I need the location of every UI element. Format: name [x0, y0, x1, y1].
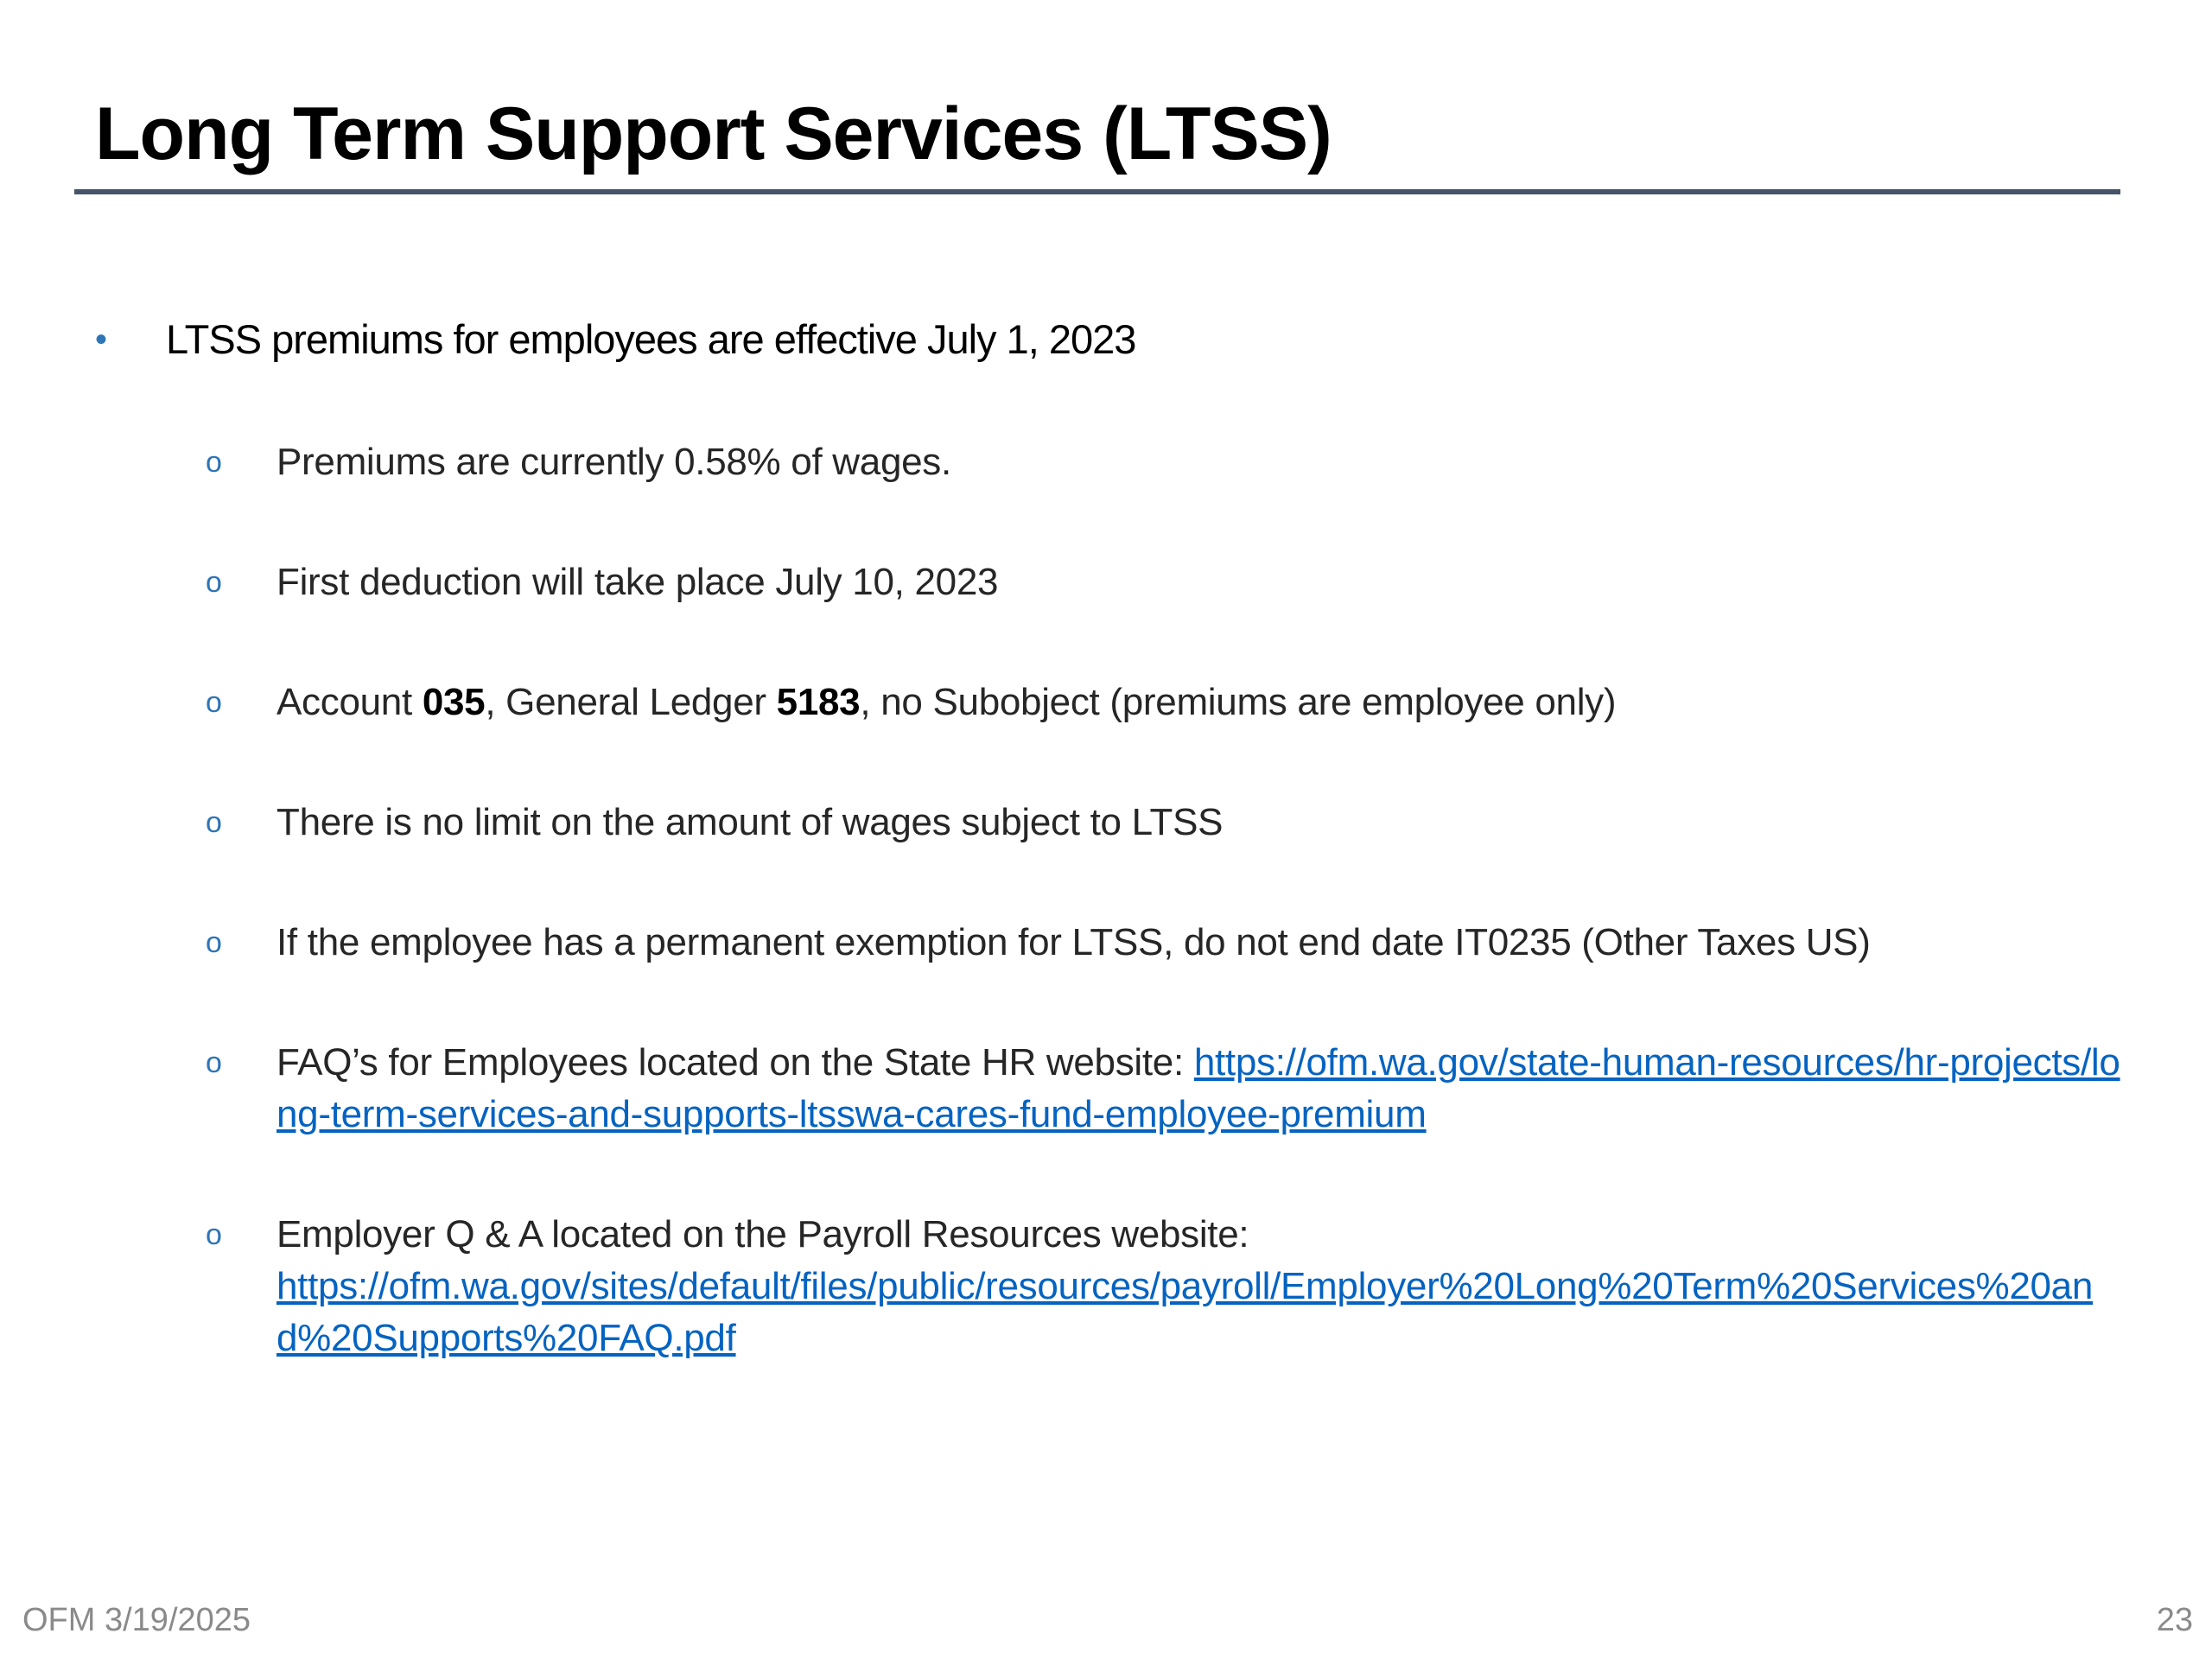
sub-bullet-circle-icon: o	[206, 926, 222, 959]
sub-bullet-text: If the employee has a permanent exemption for LTSS, do not end date IT0235 (Other Taxes US)	[276, 921, 1871, 963]
main-bullet-text: LTSS premiums for employees are effective July 1, 2023	[166, 316, 1136, 362]
slide-title: Long Term Support Services (LTSS)	[95, 92, 1332, 175]
main-bullet	[95, 313, 1135, 366]
sub-bullet-circle-icon: o	[206, 1046, 222, 1079]
account-middle: , General Ledger	[485, 681, 777, 723]
footer-date: OFM 3/19/2025	[22, 1602, 251, 1638]
account-suffix: , no Subobject (premiums are employee only)	[860, 681, 1617, 723]
sub-bullet-text: First deduction will take place July 10, 2023	[276, 561, 999, 603]
employee-faq-label: FAQ’s for Employees located on the State HR website:	[276, 1041, 1194, 1084]
title-divider	[74, 189, 2120, 194]
sub-bullet-text: There is no limit on the amount of wages subject to LTSS	[276, 801, 1224, 843]
account-number: 035	[422, 681, 486, 723]
sub-bullet-circle-icon: o	[206, 566, 222, 599]
sub-bullet-first-deduction	[206, 556, 2124, 608]
sub-bullet-text: Premiums are currently 0.58% of wages.	[276, 441, 951, 483]
sub-bullet-exemption	[206, 917, 2124, 969]
ledger-number: 5183	[776, 681, 861, 723]
sub-bullet-employer-qa	[206, 1209, 2124, 1364]
sub-bullet-no-limit	[206, 797, 2124, 849]
sub-bullet-account	[206, 677, 2124, 728]
account-prefix: Account	[276, 681, 423, 723]
sub-bullet-employee-faq	[206, 1037, 2124, 1141]
sub-bullet-circle-icon: o	[206, 446, 222, 479]
sub-bullet-circle-icon: o	[206, 686, 222, 719]
sub-bullet-circle-icon: o	[206, 806, 222, 839]
sub-bullet-text	[276, 1209, 2124, 1364]
employee-faq-link[interactable]: https://ofm.wa.gov/state-human-resources/hr-projects/long-term-services-and-supports-ltsswa-cares-fund-employee-premium	[276, 1041, 2120, 1135]
sub-bullet-premium-rate	[206, 436, 2124, 488]
sub-bullet-circle-icon: o	[206, 1218, 222, 1251]
sub-bullet-text	[276, 1037, 2124, 1141]
sub-bullet-text	[276, 677, 1616, 728]
page-number: 23	[2156, 1602, 2193, 1638]
employer-qa-label: Employer Q & A located on the Payroll Resources website:	[276, 1213, 1249, 1255]
employer-qa-link[interactable]: https://ofm.wa.gov/sites/default/files/public/resources/payroll/Employer%20Long%20Term%20Services%20and%20Supports%20FAQ.pdf	[276, 1265, 2094, 1359]
bullet-dot-icon: •	[95, 321, 108, 359]
